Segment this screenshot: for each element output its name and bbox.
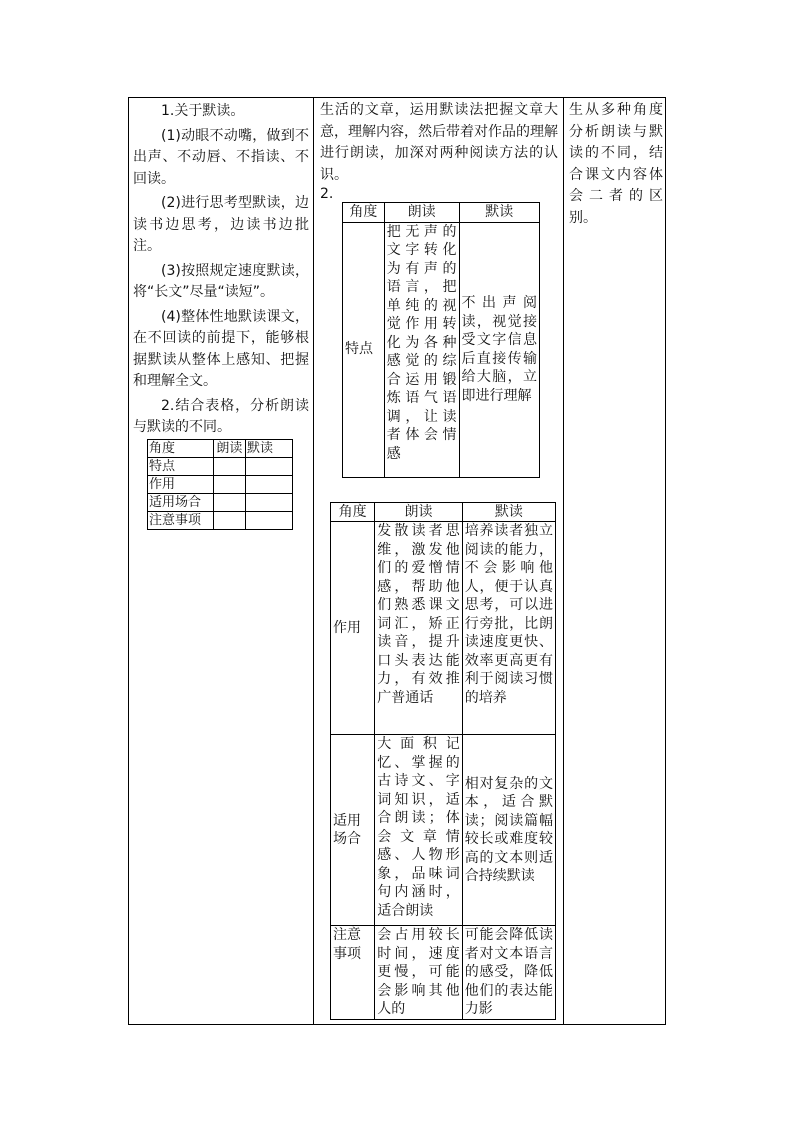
row-label: 注意事项 <box>148 511 214 529</box>
table-header: 默读 <box>459 203 539 223</box>
student-activity-column <box>316 98 562 1020</box>
design-intent-column <box>565 98 667 232</box>
point-1-item-3: (3)按照规定速度默读，将“长文”尽量“读短”。 <box>133 262 309 300</box>
reading-aloud-cell: 会占用较长时间，速度更慢，可能会影响其他人的 <box>375 926 462 1020</box>
blank-comparison-table <box>147 439 293 530</box>
reading-aloud-cell: 大面积记忆、掌握的古诗文、字词知识，适合朗读；体会文章情感、人物形象，品味词句内涵时，适合朗读 <box>375 735 462 926</box>
table-header: 默读 <box>246 439 293 457</box>
column-divider <box>563 98 564 1024</box>
row-label: 适用场合 <box>331 735 375 926</box>
row-label: 适用场合 <box>148 493 214 511</box>
blank-cell <box>246 511 293 529</box>
row-label: 作用 <box>331 522 375 735</box>
table-header: 朗读 <box>213 439 245 457</box>
blank-cell <box>213 493 245 511</box>
table-header: 角度 <box>331 502 375 522</box>
reading-aloud-features: 把无声的文字转化为有声的语言，把单纯的视觉作用转化为各种感觉的综合运用锻炼语气语调，让读者体会情感 <box>384 222 459 477</box>
point-1-item-2: (2)进行思考型默读，边读书边思考，边读书边批注。 <box>133 195 309 254</box>
blank-cell <box>213 511 245 529</box>
table-header: 角度 <box>148 439 214 457</box>
intro-paragraph: 生活的文章，运用默读法把握文章大意，理解内容，然后带着对作品的理解进行朗读，加深对两种阅读方法的认识。 <box>320 102 558 183</box>
row-label: 注意事项 <box>331 926 375 1020</box>
lesson-plan-table <box>128 97 666 1025</box>
column-divider <box>313 98 314 1024</box>
blank-cell <box>246 457 293 475</box>
row-label: 作用 <box>148 475 214 493</box>
point-1-heading: 1.关于默读。 <box>161 103 245 119</box>
point-2-heading: 2.结合表格，分析朗读与默读的不同。 <box>133 397 309 435</box>
row-label: 特点 <box>343 222 385 477</box>
point-1-item-4: (4)整体性地默读课文，在不回读的前提下，能够根据默读从整体上感知、把握和理解全文。 <box>133 308 309 389</box>
features-table <box>342 202 540 478</box>
blank-cell <box>213 475 245 493</box>
blank-cell <box>246 475 293 493</box>
silent-reading-cell: 相对复杂的文本，适合默读；阅读篇幅较长或难度较高的文本则适合持续默读 <box>462 735 555 926</box>
table-header: 朗读 <box>384 203 459 223</box>
comparison-table <box>330 502 556 1020</box>
blank-cell <box>246 493 293 511</box>
reading-aloud-cell: 发散读者思维，激发他们的爱憎情感，帮助他们熟悉课文词汇，矫正读音，提升口头表达能力，有效推广普通话 <box>375 522 462 735</box>
silent-reading-cell: 培养读者独立阅读的能力，不会影响他人，便于认真思考，可以进行旁批，比朗读速度更快、效率更高更有利于阅读习惯的培养 <box>462 522 555 735</box>
item-number: 2. <box>320 186 334 202</box>
table-header: 默读 <box>462 502 555 522</box>
row-label: 特点 <box>148 457 214 475</box>
design-intent-text: 生从多种角度分析朗读与默读的不同，结合课文内容体会二者的区别。 <box>569 102 663 226</box>
silent-reading-cell: 可能会降低读者对文本语言的感受，降低他们的表达能力影 <box>462 926 555 1020</box>
point-1-item-1: (1)动眼不动嘴，做到不出声、不动唇、不指读、不回读。 <box>133 127 309 187</box>
table-header: 角度 <box>343 203 385 223</box>
teacher-activity-column <box>129 98 313 530</box>
blank-cell <box>213 457 245 475</box>
table-header: 朗读 <box>375 502 462 522</box>
silent-reading-features: 不出声阅读，视觉接受文字信息后直接传输给大脑，立即进行理解 <box>459 222 539 477</box>
